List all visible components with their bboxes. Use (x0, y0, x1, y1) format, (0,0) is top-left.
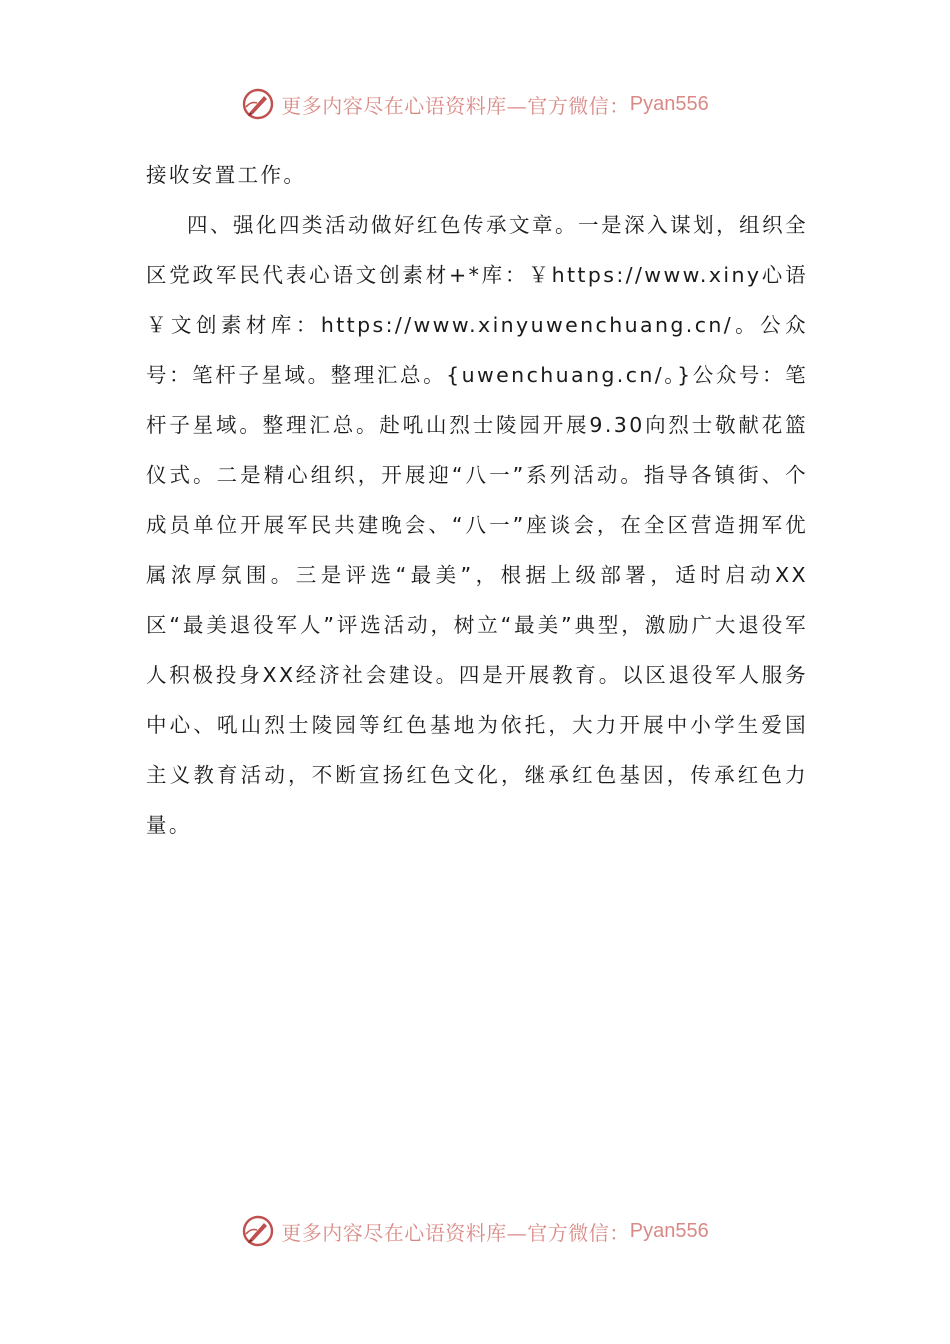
watermark-text: 更多内容尽在心语资料库—官方微信： (281, 93, 630, 118)
paragraph-2: 四、强化四类活动做好红色传承文章。一是深入谋划，组织全区党政军民代表心语文创素材+*库：￥https://www.xiny心语￥文创素材库：https://www.xinyuwenchuang.cn/。公众号：笔杆子星域。整理汇总。{uwenchuang.cn/。}公众号：笔杆子星域。整理汇总。赴吼山烈士陵园开展9.30向烈士敬献花篮仪式。二是精心组织，开展迎“八一”系列活动。指导各镇街、个成员单位开展军民共建晚会、“八一”座谈会，在全区营造拥军优属浓厚氛围。三是评选“最美”，根据上级部署，适时启动XX区“最美退役军人”评选活动，树立“最美”典型，激励广大退役军人积极投身XX经济社会建设。四是开展教育。以区退役军人服务中心、吼山烈士陵园等红色基地为依托，大力开展中小学生爱国主义教育活动，不断宣扬红色文化，继承红色基因，传承红色力量。 (146, 213, 808, 837)
watermark-wechat-id: Pyan556 (629, 92, 709, 115)
pen-logo-icon (241, 1214, 275, 1248)
pen-logo-icon (241, 87, 275, 121)
watermark-wechat-id: Pyan556 (629, 1219, 709, 1242)
document-body (146, 150, 808, 850)
header-watermark (0, 84, 950, 124)
paragraph-1: 接收安置工作。 (146, 163, 307, 187)
footer-watermark (0, 1211, 950, 1251)
watermark-text: 更多内容尽在心语资料库—官方微信： (281, 1220, 630, 1245)
